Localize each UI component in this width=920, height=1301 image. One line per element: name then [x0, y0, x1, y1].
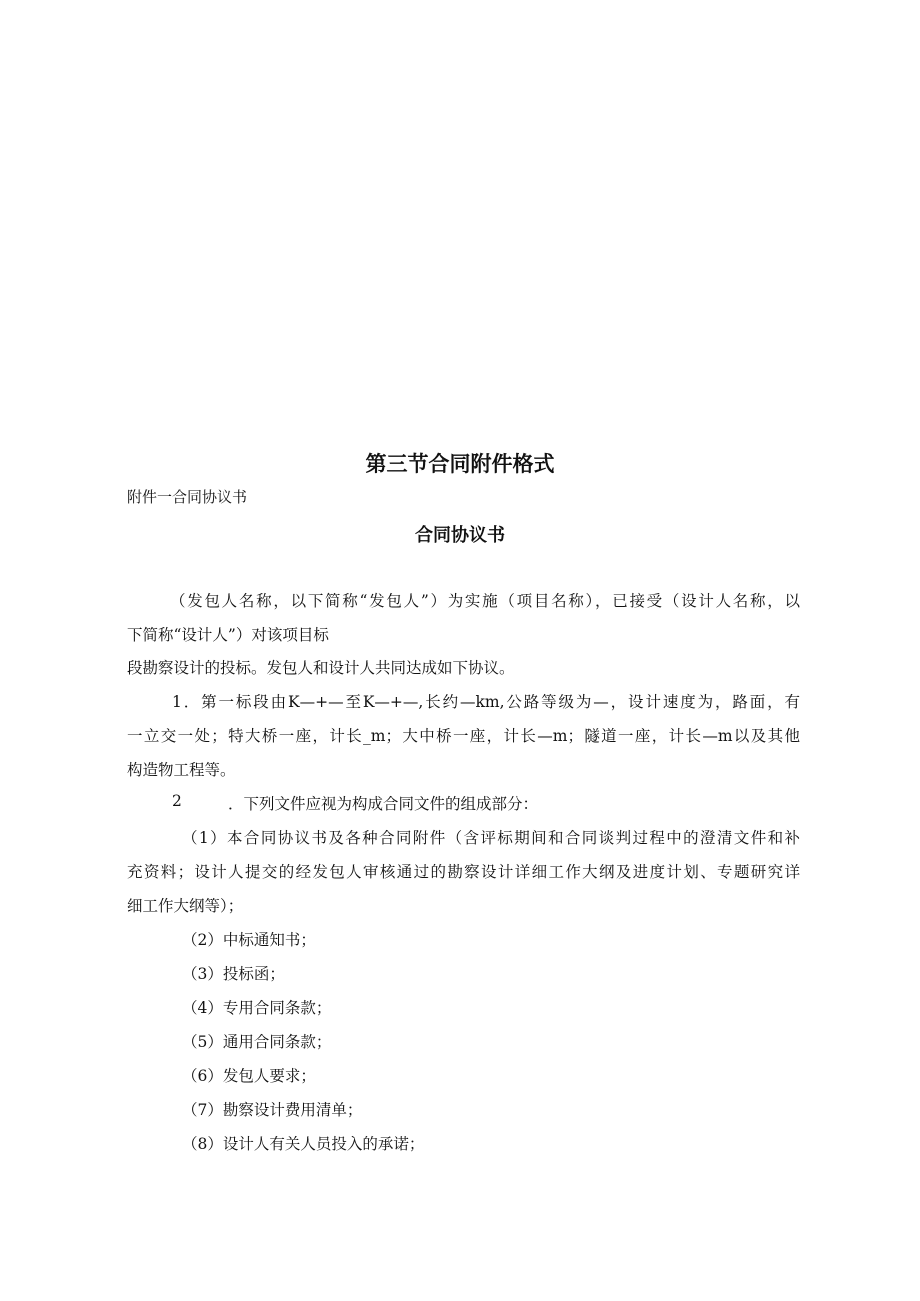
section-title: 第三节合同附件格式: [365, 452, 555, 476]
list-item: （3）投标函；: [182, 965, 285, 983]
list-item: （8）设计人有关人员投入的承诺；: [182, 1135, 425, 1153]
list-item: （2）中标通知书；: [182, 931, 316, 949]
clause-1-line-2: 一立交一处；特大桥一座，计长_m；大中桥一座，计长—m；隧道一座，计长—m以及其他: [127, 727, 800, 745]
list-item: （4）专用合同条款；: [182, 999, 332, 1017]
list-item: （6）发包人要求；: [182, 1067, 316, 1085]
clause-2-text: ．下列文件应视为构成合同文件的组成部分：: [228, 795, 539, 813]
clause-1-line-1: 1．第一标段由K—+—至K—+—,长约—km,公路等级为—，设计速度为，路面，有: [172, 693, 800, 711]
document-title: 合同协议书: [415, 525, 505, 546]
intro-line-2: 下简称“设计人”）对该项目标: [127, 626, 329, 644]
list-item: （5）通用合同条款；: [182, 1033, 332, 1051]
item-1-line-2: 充资料；设计人提交的经发包人审核通过的勘察设计详细工作大纲及进度计划、专题研究详: [127, 863, 800, 881]
item-1-line-1: （1）本合同协议书及各种合同附件（含评标期间和合同谈判过程中的澄清文件和补: [182, 829, 800, 847]
item-1-line-3: 细工作大纲等）；: [127, 897, 244, 915]
intro-line-1: （发包人名称，以下简称“发包人”）为实施（项目名称），已接受（设计人名称，以: [170, 592, 800, 610]
list-item: （7）勘察设计费用清单；: [182, 1101, 363, 1119]
intro-line-3: 段勘察设计的投标。发包人和设计人共同达成如下协议。: [127, 659, 515, 677]
clause-2-number: 2: [172, 792, 182, 810]
clause-1-line-3: 构造物工程等。: [127, 761, 236, 779]
attachment-label: 附件一合同协议书: [127, 488, 248, 506]
